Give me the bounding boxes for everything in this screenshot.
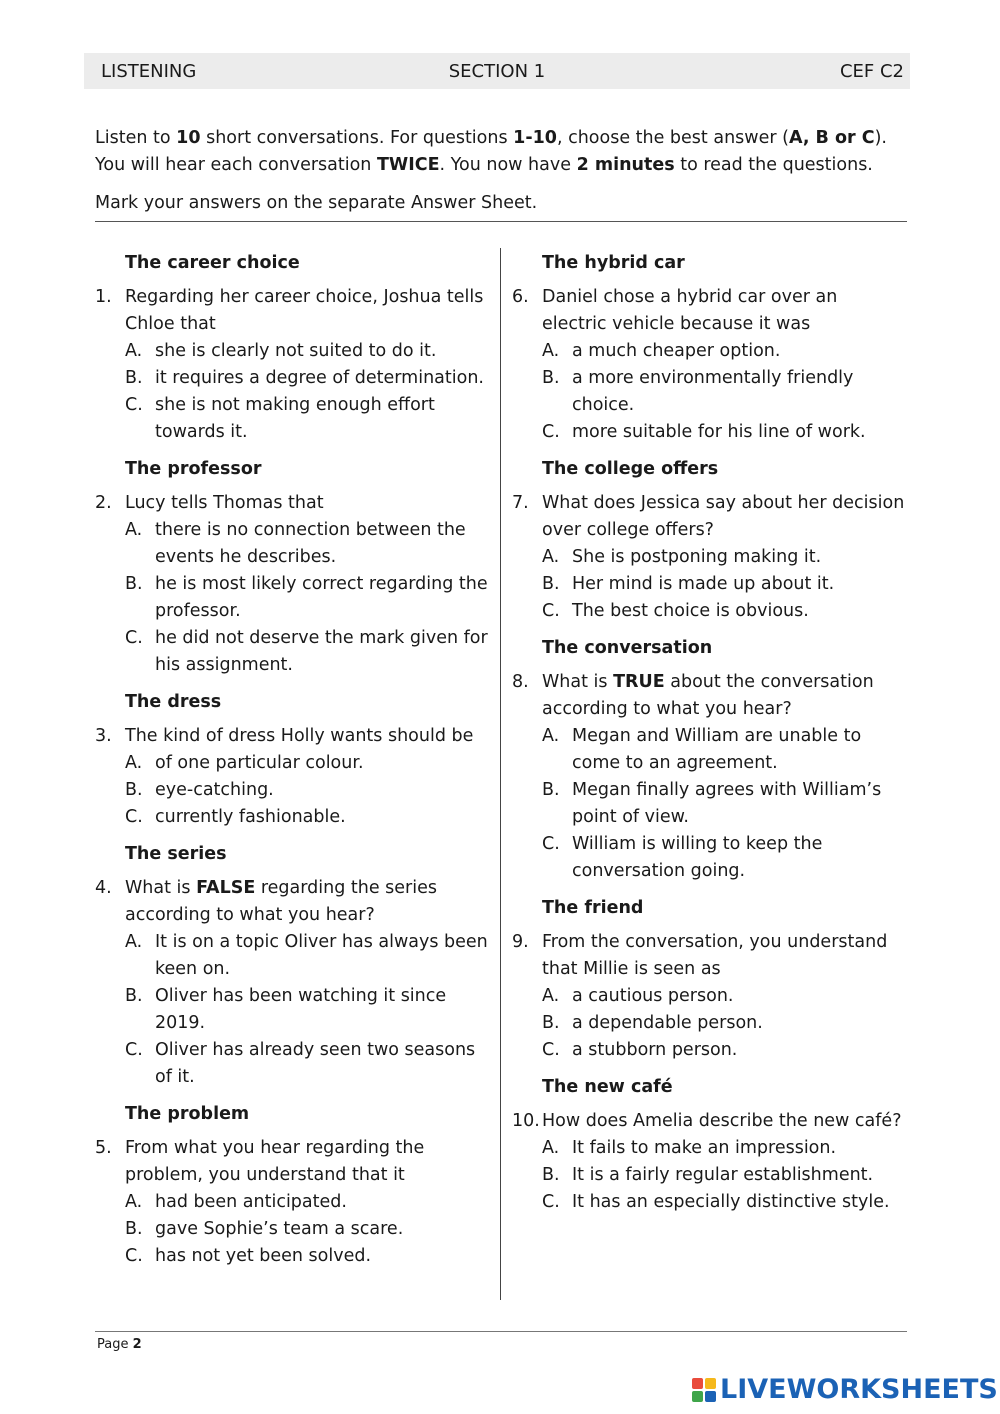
option-letter: C.	[125, 1040, 143, 1060]
option-text: The best choice is obvious.	[572, 601, 809, 621]
answer-option[interactable]	[542, 831, 907, 885]
answer-option[interactable]	[542, 338, 907, 365]
instruction-text: Listen to	[95, 128, 177, 148]
option-letter: C.	[125, 1246, 143, 1266]
question-number: 6.	[512, 287, 529, 307]
instructions-line-1	[95, 125, 915, 152]
answer-option[interactable]	[542, 1010, 907, 1037]
question-number: 5.	[95, 1138, 112, 1158]
question-stem	[512, 284, 907, 338]
instructions-line-2	[95, 152, 915, 179]
option-text: a much cheaper option.	[572, 341, 781, 361]
question-title: The new café	[542, 1077, 673, 1097]
liveworksheets-logo[interactable]	[692, 1374, 998, 1405]
option-text: Megan and William are unable to come to an agreement.	[572, 726, 862, 773]
option-letter: B.	[542, 780, 560, 800]
question-block	[95, 689, 490, 831]
answer-option[interactable]	[542, 983, 907, 1010]
answer-option[interactable]	[125, 625, 490, 679]
answer-option[interactable]	[125, 392, 490, 446]
answer-options	[125, 517, 490, 679]
answer-options	[542, 723, 907, 885]
question-block	[95, 1101, 490, 1270]
page-footer	[97, 1337, 142, 1352]
option-letter: C.	[542, 1040, 560, 1060]
option-text: she is clearly not suited to do it.	[155, 341, 437, 361]
answer-options	[125, 929, 490, 1091]
question-block	[512, 895, 907, 1064]
instruction-emphasis: 1-10	[513, 128, 557, 148]
option-letter: B.	[125, 574, 143, 594]
instructions-divider	[95, 221, 907, 222]
page-number: 2	[132, 1337, 142, 1352]
option-letter: C.	[125, 628, 143, 648]
answer-options	[542, 544, 907, 625]
option-text: a dependable person.	[572, 1013, 763, 1033]
option-text: there is no connection between the events he describes.	[155, 520, 466, 567]
question-block	[95, 841, 490, 1091]
option-letter: A.	[125, 1192, 143, 1212]
footer-divider	[95, 1331, 907, 1332]
header-section: SECTION 1	[448, 61, 546, 82]
question-stem-text: regarding the series according to what you hear?	[125, 878, 437, 925]
page-label: Page	[97, 1337, 133, 1352]
answer-options	[542, 983, 907, 1064]
header-skill: LISTENING	[101, 61, 197, 82]
answer-option[interactable]	[125, 338, 490, 365]
question-stem-emphasis: TRUE	[613, 672, 665, 692]
question-number: 3.	[95, 726, 112, 746]
answer-option[interactable]	[125, 517, 490, 571]
question-title: The professor	[125, 459, 262, 479]
option-text: it requires a degree of determination.	[155, 368, 484, 388]
option-letter: A.	[125, 932, 143, 952]
question-title: The hybrid car	[542, 253, 685, 273]
answer-options	[542, 338, 907, 446]
question-stem-text: From what you hear regarding the problem, you understand that it	[125, 1138, 425, 1185]
question-stem-text: What does Jessica say about her decision over college offers?	[542, 493, 905, 540]
question-column-left	[95, 250, 490, 1280]
instruction-text: You will hear each conversation	[95, 155, 377, 175]
question-stem	[512, 1108, 907, 1135]
answer-option[interactable]	[542, 1162, 907, 1189]
instruction-emphasis: A, B or C	[788, 128, 875, 148]
question-number: 4.	[95, 878, 112, 898]
instruction-emphasis: 10	[176, 128, 201, 148]
question-number: 1.	[95, 287, 112, 307]
option-letter: C.	[125, 807, 143, 827]
header-level: CEF C2	[839, 61, 904, 82]
answer-option[interactable]	[125, 365, 490, 392]
answer-options	[125, 338, 490, 446]
question-number: 10.	[512, 1111, 540, 1131]
option-text: Her mind is made up about it.	[572, 574, 835, 594]
question-stem-text: Lucy tells Thomas that	[125, 493, 324, 513]
option-text: has not yet been solved.	[155, 1246, 372, 1266]
question-block	[95, 250, 490, 446]
logo-tile	[692, 1378, 703, 1389]
option-text: a cautious person.	[572, 986, 734, 1006]
question-number: 7.	[512, 493, 529, 513]
question-stem-text: From the conversation, you understand that Millie is seen as	[542, 932, 888, 979]
question-stem-text: What is	[125, 878, 197, 898]
option-text: It is on a topic Oliver has always been keen on.	[155, 932, 488, 979]
option-text: It has an especially distinctive style.	[572, 1192, 890, 1212]
answer-option[interactable]	[125, 804, 490, 831]
answer-option[interactable]	[542, 1135, 907, 1162]
option-text: Oliver has been watching it since 2019.	[155, 986, 447, 1033]
option-letter: C.	[542, 422, 560, 442]
question-number: 8.	[512, 672, 529, 692]
option-letter: B.	[542, 1013, 560, 1033]
option-text: She is postponing making it.	[572, 547, 822, 567]
question-block	[512, 1074, 907, 1216]
answer-option[interactable]	[542, 598, 907, 625]
section-header	[84, 53, 910, 89]
question-title: The problem	[125, 1104, 250, 1124]
answer-option[interactable]	[542, 777, 907, 831]
answer-option[interactable]	[542, 571, 907, 598]
option-text: Oliver has already seen two seasons of it.	[155, 1040, 476, 1087]
question-stem-text: Daniel chose a hybrid car over an electric vehicle because it was	[542, 287, 838, 334]
answer-option[interactable]	[125, 750, 490, 777]
answer-option[interactable]	[542, 723, 907, 777]
logo-tile	[705, 1378, 716, 1389]
question-number: 2.	[95, 493, 112, 513]
option-letter: A.	[125, 520, 143, 540]
option-letter: B.	[125, 368, 143, 388]
instruction-text: to read the questions.	[674, 155, 873, 175]
option-text: William is willing to keep the conversation going.	[572, 834, 823, 881]
question-title: The dress	[125, 692, 222, 712]
question-stem	[512, 929, 907, 983]
question-stem	[95, 1135, 490, 1189]
instruction-text: short conversations. For questions	[200, 128, 514, 148]
question-column-right	[512, 250, 907, 1226]
option-text: currently fashionable.	[155, 807, 346, 827]
option-text: he is most likely correct regarding the professor.	[155, 574, 488, 621]
answer-option[interactable]	[542, 1189, 907, 1216]
logo-tile	[705, 1391, 716, 1402]
column-divider	[500, 248, 501, 1300]
option-text: gave Sophie’s team a scare.	[155, 1219, 404, 1239]
answer-options	[542, 1135, 907, 1216]
option-letter: C.	[125, 395, 143, 415]
option-letter: B.	[542, 368, 560, 388]
option-text: he did not deserve the mark given for his assignment.	[155, 628, 488, 675]
option-letter: A.	[542, 726, 560, 746]
question-stem	[95, 723, 490, 750]
answer-option[interactable]	[542, 544, 907, 571]
question-stem	[95, 490, 490, 517]
question-title: The series	[125, 844, 227, 864]
option-text: a stubborn person.	[572, 1040, 738, 1060]
option-letter: B.	[125, 1219, 143, 1239]
option-text: a more environmentally friendly choice.	[572, 368, 854, 415]
option-letter: A.	[542, 341, 560, 361]
question-title: The college offers	[542, 459, 719, 479]
question-stem-text: about the conversation according to what you hear?	[542, 672, 874, 719]
question-stem-text: What is	[542, 672, 614, 692]
logo-tile	[692, 1391, 703, 1402]
option-letter: B.	[125, 780, 143, 800]
answer-option[interactable]	[125, 929, 490, 983]
option-letter: C.	[542, 1192, 560, 1212]
instruction-text: , choose the best answer (	[556, 128, 789, 148]
answer-options	[125, 1189, 490, 1270]
answer-option[interactable]	[125, 1216, 490, 1243]
option-text: It is a fairly regular establishment.	[572, 1165, 874, 1185]
option-letter: B.	[542, 574, 560, 594]
question-title: The friend	[542, 898, 644, 918]
instructions-line-3: Mark your answers on the separate Answer Sheet.	[95, 193, 538, 213]
question-title: The conversation	[542, 638, 713, 658]
answer-option[interactable]	[542, 1037, 907, 1064]
answer-option[interactable]	[125, 777, 490, 804]
option-text: more suitable for his line of work.	[572, 422, 866, 442]
question-title: The career choice	[125, 253, 300, 273]
question-stem	[95, 875, 490, 929]
option-text: Megan finally agrees with William’s point of view.	[572, 780, 882, 827]
question-stem	[512, 669, 907, 723]
answer-option[interactable]	[125, 1243, 490, 1270]
option-letter: A.	[542, 547, 560, 567]
answer-option[interactable]	[125, 983, 490, 1037]
question-block	[95, 456, 490, 679]
answer-option[interactable]	[125, 1037, 490, 1091]
option-letter: B.	[542, 1165, 560, 1185]
instruction-emphasis: 2 minutes	[576, 155, 675, 175]
answer-option[interactable]	[542, 419, 907, 446]
question-stem-text: The kind of dress Holly wants should be	[125, 726, 474, 746]
instruction-text: . You now have	[439, 155, 577, 175]
answer-option[interactable]	[542, 365, 907, 419]
option-letter: A.	[125, 753, 143, 773]
logo-mark-icon	[692, 1378, 716, 1402]
option-text: had been anticipated.	[155, 1192, 347, 1212]
answer-option[interactable]	[125, 571, 490, 625]
logo-text: LIVEWORKSHEETS	[720, 1374, 998, 1405]
question-block	[512, 635, 907, 885]
question-stem-emphasis: FALSE	[196, 878, 256, 898]
option-letter: A.	[542, 1138, 560, 1158]
option-letter: C.	[542, 834, 560, 854]
instruction-emphasis: TWICE	[376, 155, 440, 175]
option-text: she is not making enough effort towards it.	[155, 395, 435, 442]
question-stem	[95, 284, 490, 338]
question-stem-text: Regarding her career choice, Joshua tells Chloe that	[125, 287, 484, 334]
option-letter: C.	[542, 601, 560, 621]
answer-options	[125, 750, 490, 831]
question-stem-text: How does Amelia describe the new café?	[542, 1111, 902, 1131]
answer-option[interactable]	[125, 1189, 490, 1216]
question-block	[512, 456, 907, 625]
option-text: eye-catching.	[155, 780, 274, 800]
question-block	[512, 250, 907, 446]
question-number: 9.	[512, 932, 529, 952]
option-text: It fails to make an impression.	[572, 1138, 837, 1158]
option-text: of one particular colour.	[155, 753, 364, 773]
option-letter: A.	[542, 986, 560, 1006]
option-letter: A.	[125, 341, 143, 361]
option-letter: B.	[125, 986, 143, 1006]
instruction-text: ).	[874, 128, 887, 148]
question-stem	[512, 490, 907, 544]
